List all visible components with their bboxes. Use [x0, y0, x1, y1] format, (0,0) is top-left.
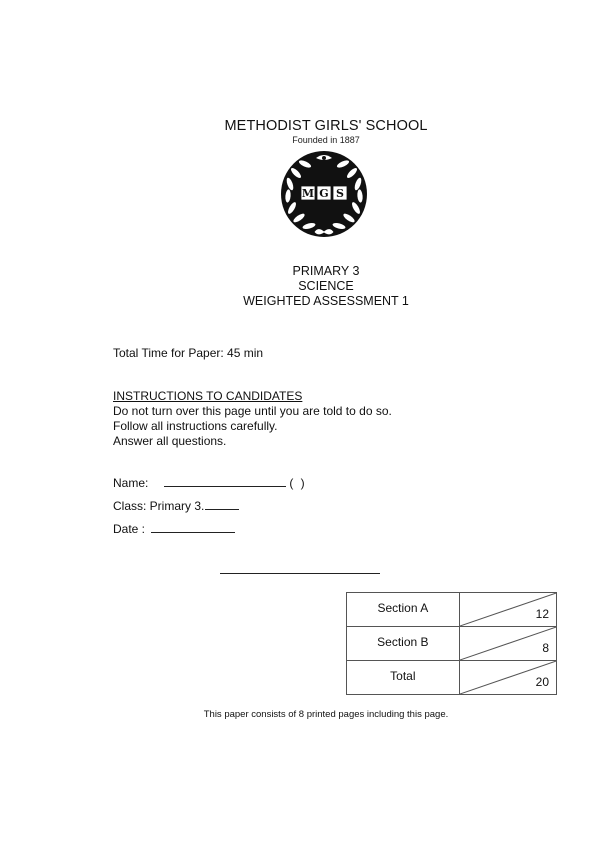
page-count-note: This paper consists of 8 printed pages including this page. [203, 709, 449, 720]
name-row [113, 474, 307, 490]
instruction-line: Answer all questions. [113, 434, 227, 448]
paper-title [0, 264, 600, 309]
subject-label: SCIENCE [298, 279, 354, 293]
register-number-field[interactable]: ( ) [289, 476, 307, 490]
total-time: Total Time for Paper: 45 min [113, 346, 264, 360]
score-table [346, 592, 557, 695]
score-row-total [347, 661, 557, 695]
founded-year: Founded in 1887 [292, 135, 360, 145]
score-row-section-b [347, 627, 557, 661]
instruction-line: Do not turn over this page until you are told to do so. [113, 404, 392, 418]
score-row-section-a [347, 593, 557, 627]
name-field[interactable] [164, 474, 286, 487]
section-label: Section A [347, 593, 460, 627]
name-label: Name: [113, 476, 149, 490]
class-row [113, 497, 239, 513]
max-marks: 12 [535, 607, 549, 621]
score-cell[interactable] [459, 661, 556, 695]
instruction-line: Follow all instructions carefully. [113, 419, 278, 433]
divider-line [220, 573, 380, 574]
crest-letter-g: G [319, 187, 329, 200]
class-label: Class: Primary 3. [113, 499, 205, 513]
score-cell[interactable] [459, 593, 556, 627]
class-field[interactable] [205, 497, 239, 510]
crest-letter-s: S [336, 187, 344, 200]
level-label: PRIMARY 3 [292, 264, 360, 278]
max-marks: 8 [542, 641, 549, 655]
school-crest-icon [278, 148, 370, 240]
section-label: Total [347, 661, 460, 695]
assessment-label: WEIGHTED ASSESSMENT 1 [243, 294, 409, 308]
max-marks: 20 [535, 675, 549, 689]
school-name: METHODIST GIRLS' SCHOOL [224, 118, 428, 134]
instructions-block [113, 389, 392, 449]
date-field[interactable] [151, 520, 235, 533]
instructions-heading: INSTRUCTIONS TO CANDIDATES [113, 389, 303, 403]
date-row [113, 520, 235, 536]
date-label: Date : [113, 522, 146, 536]
score-cell[interactable] [459, 627, 556, 661]
section-label: Section B [347, 627, 460, 661]
crest-letter-m: M [301, 187, 315, 200]
